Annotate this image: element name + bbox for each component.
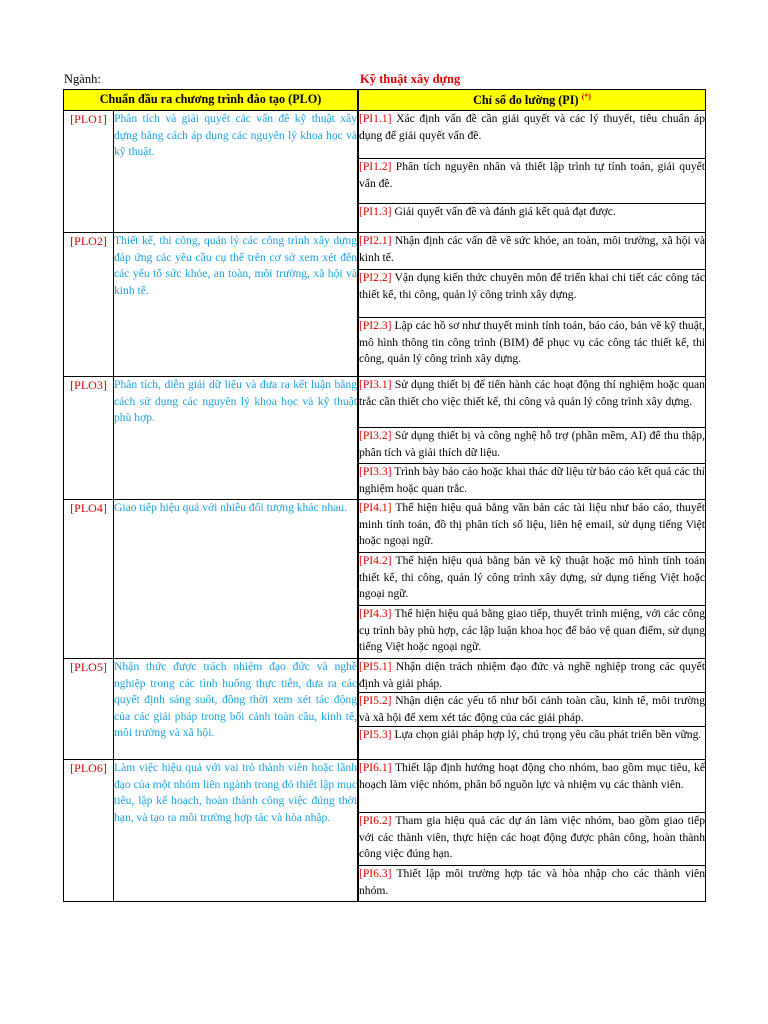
pi-text: Xác định vấn đề cần giải quyết và các lý thuyết, tiêu chuẩn áp dụng để giải quyết vấn đề. xyxy=(359,112,705,142)
plo-code: [PLO1] xyxy=(64,111,114,233)
pi-text: Sử dụng thiết bị để tiến hành các hoạt động thí nghiệm hoặc quan trắc cần thiết cho việc thiết kế, thi công và quản lý công trình xây dựng. xyxy=(359,378,705,408)
pi-text: Vận dụng kiến thức chuyên môn để triển khai chi tiết các công tác thiết kế, thi công, quản lý công trình xây dựng. xyxy=(359,271,705,301)
pi-code: [PI3.2] xyxy=(359,429,392,443)
pi-text: Thể hiện hiệu quả bằng văn bản các tài liệu như báo cáo, thuyết minh tính toán, đồ thị phân tích số liệu, liên hệ email, sử dụng tiếng Việt hoặc ngoại ngữ. xyxy=(359,501,705,548)
table-row xyxy=(64,760,706,813)
header-pi xyxy=(359,90,706,111)
table-row xyxy=(64,659,706,693)
table-row xyxy=(64,377,706,428)
pi-text: Phân tích nguyên nhân và thiết lập trình tự tính toán, giải quyết vấn đề. xyxy=(359,160,705,190)
pi-text: Thiết lập định hướng hoạt động cho nhóm, bao gồm mục tiêu, kế hoạch làm việc nhóm, phân bổ nguồn lực và nhiệm vụ các thành viên. xyxy=(359,761,705,791)
pi-code: [PI2.3] xyxy=(359,319,392,333)
major-label: Ngành: xyxy=(64,72,101,86)
pi-text: Nhận định các vấn đề về sức khỏe, an toàn, môi trường, xã hội và kinh tế. xyxy=(359,234,705,264)
header-plo: Chuẩn đầu ra chương trình đào tạo (PLO) xyxy=(64,90,358,111)
pi-cell xyxy=(359,500,706,553)
plo-text: Làm việc hiệu quả với vai trò thành viên hoặc lãnh đạo của một nhóm liên ngành trong đó thiết lập mục tiêu, lập kế hoạch, hoàn thành công việc đúng thời hạn, và tạo ra môi trường hợp tác và hòa nhập. xyxy=(114,760,358,902)
plo-code: [PLO4] xyxy=(64,500,114,659)
pi-code: [PI2.2] xyxy=(359,271,392,285)
pi-cell xyxy=(359,727,706,760)
plo-text: Phân tích và giải quyết các vấn đề kỹ thuật xây dựng bằng cách áp dụng các nguyên lý khoa học và kỹ thuật. xyxy=(114,111,358,233)
pi-text: Nhận diện trách nhiệm đạo đức và nghề nghiệp trong các quyết định và giải pháp. xyxy=(359,660,705,690)
major-line xyxy=(64,72,704,90)
plo-pi-table xyxy=(63,89,706,902)
pi-code: [PI3.1] xyxy=(359,378,392,392)
pi-cell xyxy=(359,553,706,606)
table-row xyxy=(64,233,706,270)
pi-cell xyxy=(359,760,706,813)
major-value: Kỹ thuật xây dựng xyxy=(360,72,461,86)
pi-cell xyxy=(359,659,706,693)
pi-code: [PI1.3] xyxy=(359,205,392,219)
pi-cell xyxy=(359,111,706,159)
pi-cell xyxy=(359,606,706,659)
pi-code: [PI5.1] xyxy=(359,660,392,674)
pi-text: Thể hiện hiệu quả bằng giao tiếp, thuyết trình miệng, với các công cụ trình bày phù hợp, các lập luận khoa học để bảo vệ quan điểm, sử dụng tiếng Việt hoặc ngoại ngữ. xyxy=(359,607,705,654)
pi-cell xyxy=(359,813,706,866)
pi-cell xyxy=(359,377,706,428)
pi-text: Lựa chọn giải pháp hợp lý, chú trọng yêu cầu phát triển bền vững. xyxy=(394,728,702,742)
table-body xyxy=(64,111,706,902)
plo-code: [PLO5] xyxy=(64,659,114,760)
pi-text: Giải quyết vấn đề và đánh giá kết quả đạt được. xyxy=(394,205,616,219)
plo-text: Thiết kế, thi công, quản lý các công trình xây dựng đáp ứng các yêu cầu cụ thể trên cơ sở xem xét đến các yếu tố sức khỏe, an toàn, môi trường, xã hội và kinh tế. xyxy=(114,233,358,377)
pi-cell xyxy=(359,159,706,204)
pi-text: Trình bày báo cáo hoặc khai thác dữ liệu từ báo cáo kết quả các thí nghiệm hoặc quan trắc. xyxy=(359,465,705,495)
pi-code: [PI4.2] xyxy=(359,554,392,568)
plo-code: [PLO3] xyxy=(64,377,114,500)
pi-code: [PI1.1] xyxy=(359,112,392,126)
pi-text: Nhận diện các yếu tố như bối cảnh toàn cầu, kinh tế, môi trường và xã hội để xem xét tác động của các giải pháp. xyxy=(359,694,705,724)
pi-cell xyxy=(359,204,706,233)
pi-text: Lập các hồ sơ như thuyết minh tính toán, báo cáo, bản vẽ kỹ thuật, mô hình thông tin công trình (BIM) để phục vụ các công tác thiết kế, thi công, quản lý công trình xây dựng. xyxy=(359,319,705,366)
plo-text: Phân tích, diễn giải dữ liệu và đưa ra kết luận bằng cách sử dụng các nguyên lý khoa học và kỹ thuật phù hợp. xyxy=(114,377,358,500)
pi-code: [PI6.2] xyxy=(359,814,392,828)
pi-cell xyxy=(359,233,706,270)
plo-code: [PLO6] xyxy=(64,760,114,902)
table-header-row xyxy=(64,90,706,111)
plo-text: Giao tiếp hiệu quả với nhiều đối tượng khác nhau. xyxy=(114,500,358,659)
pi-cell xyxy=(359,428,706,464)
pi-cell xyxy=(359,318,706,377)
pi-code: [PI4.1] xyxy=(359,501,392,515)
pi-code: [PI5.2] xyxy=(359,694,392,708)
pi-cell xyxy=(359,693,706,727)
pi-cell xyxy=(359,866,706,902)
header-pi-mark: (*) xyxy=(581,92,591,101)
pi-code: [PI6.3] xyxy=(359,867,392,881)
table-row xyxy=(64,111,706,159)
plo-text: Nhận thức được trách nhiệm đạo đức và nghề nghiệp trong các tình huống thực tiễn, đưa ra các quyết định sáng suốt, đồng thời xem xét tác động của các giải pháp trong bối cảnh toàn cầu, kinh tế, môi trường và xã hội. xyxy=(114,659,358,760)
pi-cell xyxy=(359,464,706,500)
pi-code: [PI6.1] xyxy=(359,761,392,775)
pi-code: [PI4.3] xyxy=(359,607,392,621)
table-row xyxy=(64,500,706,553)
pi-code: [PI3.3] xyxy=(359,465,392,479)
pi-text: Tham gia hiệu quả các dự án làm việc nhóm, bao gồm giao tiếp với các thành viên, thực hiện các hoạt động được phân công, hoàn thành công việc đúng hạn. xyxy=(359,814,705,861)
pi-code: [PI1.2] xyxy=(359,160,392,174)
pi-text: Thể hiện hiệu quả bằng bản vẽ kỹ thuật hoặc mô hình tính toán thiết kế, thi công, quản lý công trình xây dựng, sử dụng tiếng Việt hoặc ngoại ngữ. xyxy=(359,554,705,601)
pi-code: [PI5.3] xyxy=(359,728,392,742)
pi-cell xyxy=(359,270,706,318)
pi-text: Sử dụng thiết bị và công nghệ hỗ trợ (phần mềm, AI) để thu thập, phân tích và giải thích dữ liệu. xyxy=(359,429,705,459)
pi-code: [PI2.1] xyxy=(359,234,392,248)
header-pi-label: Chỉ số đo lường (PI) xyxy=(473,93,579,108)
pi-text: Thiết lập môi trường hợp tác và hòa nhập cho các thành viên nhóm. xyxy=(359,867,705,897)
plo-code: [PLO2] xyxy=(64,233,114,377)
